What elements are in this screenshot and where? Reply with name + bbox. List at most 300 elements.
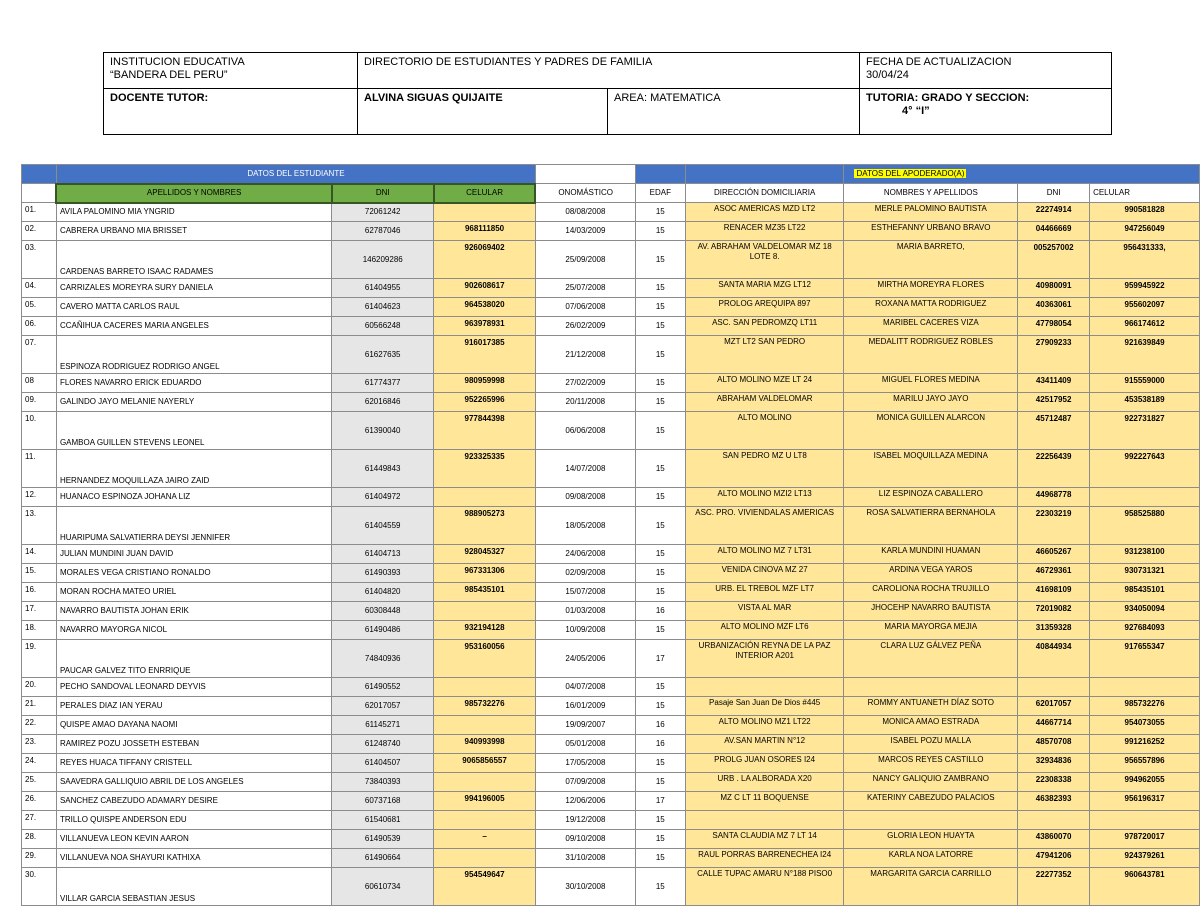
address-cell: ALTO MOLINO MZE LT 24 xyxy=(685,374,844,393)
cel-cell: 953160056 xyxy=(434,640,536,678)
num-cell: 28. xyxy=(22,830,57,849)
guardian-cel-cell: 927684093 xyxy=(1090,621,1200,640)
cel-cell xyxy=(434,488,536,507)
dni-cell: 62017057 xyxy=(332,697,434,716)
table-row xyxy=(22,203,1200,222)
name-cell: FLORES NAVARRO ERICK EDUARDO xyxy=(56,374,331,393)
guardian-name-cell: KARLA NOA LATORRE xyxy=(844,849,1018,868)
date-cell: 02/09/2008 xyxy=(535,564,635,583)
guardian-name-cell: MARCOS REYES CASTILLO xyxy=(844,754,1018,773)
edad-cell: 15 xyxy=(635,393,685,412)
table-row xyxy=(22,241,1200,279)
edad-cell: 15 xyxy=(635,412,685,450)
edad-cell: 15 xyxy=(635,754,685,773)
col-dni-header: DNI xyxy=(332,184,434,203)
guardian-cel-cell: 915559000 xyxy=(1090,374,1200,393)
cel-cell xyxy=(434,811,536,830)
date-cell: 06/06/2008 xyxy=(535,412,635,450)
guardian-name-cell: MIGUEL FLORES MEDINA xyxy=(844,374,1018,393)
num-cell: 25. xyxy=(22,773,57,792)
date-cell: 05/01/2008 xyxy=(535,735,635,754)
table-row xyxy=(22,773,1200,792)
guardian-name-cell: MARILU JAYO JAYO xyxy=(844,393,1018,412)
date-cell: 07/09/2008 xyxy=(535,773,635,792)
guardian-name-cell: ROMMY ANTUANETH DÍAZ SOTO xyxy=(844,697,1018,716)
guardian-cel-cell: 994962055 xyxy=(1090,773,1200,792)
guardian-dni-cell: 31359328 xyxy=(1018,621,1090,640)
col-gcel-header: CELULAR xyxy=(1090,184,1200,203)
guardian-name-cell: ISABEL MOQUILLAZA MEDINA xyxy=(844,450,1018,488)
table-row xyxy=(22,583,1200,602)
cel-cell: 9065856557 xyxy=(434,754,536,773)
date-cell: 15/07/2008 xyxy=(535,583,635,602)
cel-cell: 954549647 xyxy=(434,868,536,906)
guardian-dni-cell: 40980091 xyxy=(1018,279,1090,298)
directory-title xyxy=(358,53,860,89)
dni-cell: 61145271 xyxy=(332,716,434,735)
guardian-cel-cell: 978720017 xyxy=(1090,830,1200,849)
name-cell: NAVARRO MAYORGA NICOL xyxy=(56,621,331,640)
address-cell: RENACER MZ35 LT22 xyxy=(685,222,844,241)
dni-cell: 62787046 xyxy=(332,222,434,241)
tutoria-label: TUTORIA: GRADO Y SECCION: xyxy=(866,92,1030,104)
date-cell: 12/06/2006 xyxy=(535,792,635,811)
update-cell xyxy=(860,53,1112,89)
guardian-cel-cell xyxy=(1090,811,1200,830)
corner-cell xyxy=(22,165,57,184)
dni-cell: 62016846 xyxy=(332,393,434,412)
edad-cell: 15 xyxy=(635,678,685,697)
cel-cell: 952265996 xyxy=(434,393,536,412)
date-cell: 04/07/2008 xyxy=(535,678,635,697)
name-cell: VILLAR GARCIA SEBASTIAN JESUS xyxy=(56,868,331,906)
student-group-header: DATOS DEL ESTUDIANTE xyxy=(56,165,535,184)
table-row xyxy=(22,564,1200,583)
date-cell: 14/07/2008 xyxy=(535,450,635,488)
dni-cell: 60566248 xyxy=(332,317,434,336)
guardian-name-cell: MERLE PALOMINO BAUTISTA xyxy=(844,203,1018,222)
tutoria-value: 4° “I” xyxy=(902,105,930,117)
edad-cell: 17 xyxy=(635,640,685,678)
date-cell: 09/10/2008 xyxy=(535,830,635,849)
guardian-cel-cell: 955602097 xyxy=(1090,298,1200,317)
address-cell: ALTO MOLINO xyxy=(685,412,844,450)
date-cell: 25/07/2008 xyxy=(535,279,635,298)
guardian-dni-cell: 27909233 xyxy=(1018,336,1090,374)
guardian-cel-cell: 922731827 xyxy=(1090,412,1200,450)
table-row xyxy=(22,716,1200,735)
institution-line2: “BANDERA DEL PERU” xyxy=(110,69,228,81)
num-cell: 07. xyxy=(22,336,57,374)
cel-cell: 916017385 xyxy=(434,336,536,374)
students-table xyxy=(21,164,1200,906)
name-cell: ESPINOZA RODRIGUEZ RODRIGO ANGEL xyxy=(56,336,331,374)
guardian-dni-cell: 43860070 xyxy=(1018,830,1090,849)
address-cell: SAN PEDRO MZ U LT8 xyxy=(685,450,844,488)
table-row xyxy=(22,545,1200,564)
name-cell: PERALES DIAZ IAN YERAU xyxy=(56,697,331,716)
guardian-dni-cell: 47798054 xyxy=(1018,317,1090,336)
guardian-name-cell: MONICA GUILLEN ALARCON xyxy=(844,412,1018,450)
edad-cell: 15 xyxy=(635,336,685,374)
guardian-cel-cell: 921639849 xyxy=(1090,336,1200,374)
cel-cell: 977844398 xyxy=(434,412,536,450)
name-cell: HUANACO ESPINOZA JOHANA LIZ xyxy=(56,488,331,507)
name-cell: VILLANUEVA NOA SHAYURI KATHIXA xyxy=(56,849,331,868)
guardian-dni-cell: 43411409 xyxy=(1018,374,1090,393)
guardian-cel-cell: 453538189 xyxy=(1090,393,1200,412)
name-cell: HUARIPUMA SALVATIERRA DEYSI JENNIFER xyxy=(56,507,331,545)
edad-cell: 15 xyxy=(635,317,685,336)
cel-cell: 928045327 xyxy=(434,545,536,564)
dni-cell: 61774377 xyxy=(332,374,434,393)
num-cell: 06. xyxy=(22,317,57,336)
name-cell: CCAÑIHUA CACERES MARIA ANGELES xyxy=(56,317,331,336)
address-cell: PROLOG AREQUIPA 897 xyxy=(685,298,844,317)
address-cell: ALTO MOLINO MZF LT6 xyxy=(685,621,844,640)
dni-cell: 61404972 xyxy=(332,488,434,507)
num-cell: 20. xyxy=(22,678,57,697)
col-gdni-header: DNI xyxy=(1018,184,1090,203)
guardian-cel-cell: 924379261 xyxy=(1090,849,1200,868)
guardian-cel-cell: 985732276 xyxy=(1090,697,1200,716)
guardian-name-cell: ROSA SALVATIERRA BERNAHOLA xyxy=(844,507,1018,545)
date-cell: 07/06/2008 xyxy=(535,298,635,317)
address-cell: ALTO MOLINO MZ 7 LT31 xyxy=(685,545,844,564)
num-cell: 11. xyxy=(22,450,57,488)
dni-cell: 61404820 xyxy=(332,583,434,602)
guardian-dni-cell: 22303219 xyxy=(1018,507,1090,545)
edad-cell: 15 xyxy=(635,241,685,279)
guardian-dni-cell: 72019082 xyxy=(1018,602,1090,621)
name-cell: PAUCAR GALVEZ TITO ENRRIQUE xyxy=(56,640,331,678)
date-cell: 18/05/2008 xyxy=(535,507,635,545)
cel-cell: – xyxy=(434,830,536,849)
table-row xyxy=(22,811,1200,830)
num-cell: 02. xyxy=(22,222,57,241)
num-cell: 13. xyxy=(22,507,57,545)
dni-cell: 74840936 xyxy=(332,640,434,678)
edad-cell: 15 xyxy=(635,773,685,792)
guardian-name-cell: ARDINA VEGA YAROS xyxy=(844,564,1018,583)
num-cell: 03. xyxy=(22,241,57,279)
guardian-cel-cell xyxy=(1090,678,1200,697)
address-cell: ALTO MOLINO MZ1 LT22 xyxy=(685,716,844,735)
address-cell: ALTO MOLINO MZI2 LT13 xyxy=(685,488,844,507)
name-cell: GAMBOA GUILLEN STEVENS LEONEL xyxy=(56,412,331,450)
dni-cell: 73840393 xyxy=(332,773,434,792)
address-cell: AV.SAN MARTIN N°12 xyxy=(685,735,844,754)
cel-cell: 967331306 xyxy=(434,564,536,583)
address-cell: Pasaje San Juan De Dios #445 xyxy=(685,697,844,716)
edad-cell: 17 xyxy=(635,792,685,811)
guardian-dni-cell: 41698109 xyxy=(1018,583,1090,602)
cel-cell: 968111850 xyxy=(434,222,536,241)
guardian-name-cell: MEDALITT RODRIGUEZ ROBLES xyxy=(844,336,1018,374)
dni-cell: 61490486 xyxy=(332,621,434,640)
name-cell: MORAN ROCHA MATEO URIEL xyxy=(56,583,331,602)
date-cell: 24/06/2008 xyxy=(535,545,635,564)
guardian-name-cell: MARIBEL CACERES VIZA xyxy=(844,317,1018,336)
guardian-dni-cell: 40844934 xyxy=(1018,640,1090,678)
edad-cell: 16 xyxy=(635,602,685,621)
edad-cell: 15 xyxy=(635,507,685,545)
table-row xyxy=(22,317,1200,336)
num-cell: 27. xyxy=(22,811,57,830)
table-row xyxy=(22,222,1200,241)
cel-cell: 902608617 xyxy=(434,279,536,298)
date-cell: 30/10/2008 xyxy=(535,868,635,906)
address-cell: URB. EL TREBOL MZF LT7 xyxy=(685,583,844,602)
dni-cell: 60737168 xyxy=(332,792,434,811)
name-cell: REYES HUACA TIFFANY CRISTELL xyxy=(56,754,331,773)
guardian-cel-cell: 991216252 xyxy=(1090,735,1200,754)
guardian-dni-cell: 40363061 xyxy=(1018,298,1090,317)
guardian-dni-cell: 42517952 xyxy=(1018,393,1090,412)
name-cell: HERNANDEZ MOQUILLAZA JAIRO ZAID xyxy=(56,450,331,488)
guardian-name-cell: MARIA MAYORGA MEJIA xyxy=(844,621,1018,640)
edad-cell: 15 xyxy=(635,621,685,640)
dni-cell: 60610734 xyxy=(332,868,434,906)
edad-cell: 16 xyxy=(635,716,685,735)
guardian-dni-cell: 22274914 xyxy=(1018,203,1090,222)
num-cell: 24. xyxy=(22,754,57,773)
guardian-name-cell: MARGARITA GARCIA CARRILLO xyxy=(844,868,1018,906)
table-row xyxy=(22,374,1200,393)
table-row xyxy=(22,697,1200,716)
table-row xyxy=(22,754,1200,773)
table-row xyxy=(22,735,1200,754)
table-row xyxy=(22,792,1200,811)
guardian-name-cell: MONICA AMAO ESTRADA xyxy=(844,716,1018,735)
address-cell xyxy=(685,678,844,697)
guardian-dni-cell: 45712487 xyxy=(1018,412,1090,450)
guardian-name-cell: KARLA MUNDINI HUAMAN xyxy=(844,545,1018,564)
num-cell: 01. xyxy=(22,203,57,222)
name-cell: AVILA PALOMINO MIA YNGRID xyxy=(56,203,331,222)
guardian-dni-cell: 44968778 xyxy=(1018,488,1090,507)
num-cell: 05. xyxy=(22,298,57,317)
guardian-name-cell: KATERINY CABEZUDO PALACIOS xyxy=(844,792,1018,811)
edad-cell: 15 xyxy=(635,830,685,849)
cel-cell: 988905273 xyxy=(434,507,536,545)
num-cell: 21. xyxy=(22,697,57,716)
cel-cell: 985435101 xyxy=(434,583,536,602)
dni-cell: 61404713 xyxy=(332,545,434,564)
table-row xyxy=(22,412,1200,450)
address-cell: CALLE TUPAC AMARU N°188 PISO0 xyxy=(685,868,844,906)
name-cell: PECHO SANDOVAL LEONARD DEYVIS xyxy=(56,678,331,697)
guardian-cel-cell: 985435101 xyxy=(1090,583,1200,602)
num-cell: 18. xyxy=(22,621,57,640)
tutor-label: DOCENTE TUTOR: xyxy=(104,89,358,135)
edad-cell: 15 xyxy=(635,374,685,393)
guardian-name-cell: ESTHEFANNY URBANO BRAVO xyxy=(844,222,1018,241)
table-row xyxy=(22,336,1200,374)
dni-cell: 61627635 xyxy=(332,336,434,374)
guardian-cel-cell: 947256049 xyxy=(1090,222,1200,241)
address-cell: PROLG JUAN OSORES I24 xyxy=(685,754,844,773)
date-cell: 09/08/2008 xyxy=(535,488,635,507)
guardian-name-cell: ROXANA MATTA RODRIGUEZ xyxy=(844,298,1018,317)
date-cell: 14/03/2009 xyxy=(535,222,635,241)
name-cell: NAVARRO BAUTISTA JOHAN ERIK xyxy=(56,602,331,621)
col-cel-header: CELULAR xyxy=(434,184,536,203)
edad-cell: 15 xyxy=(635,583,685,602)
table-row xyxy=(22,640,1200,678)
date-cell: 27/02/2009 xyxy=(535,374,635,393)
num-cell: 30. xyxy=(22,868,57,906)
dni-cell: 61404559 xyxy=(332,507,434,545)
col-date-header: ONOMÁSTICO xyxy=(535,184,635,203)
cel-cell: 994196005 xyxy=(434,792,536,811)
name-cell: JULIAN MUNDINI JUAN DAVID xyxy=(56,545,331,564)
edad-cell: 15 xyxy=(635,564,685,583)
dni-cell: 72061242 xyxy=(332,203,434,222)
name-cell: SAAVEDRA GALLIQUIO ABRIL DE LOS ANGELES xyxy=(56,773,331,792)
name-cell: TRILLO QUISPE ANDERSON EDU xyxy=(56,811,331,830)
name-cell: MORALES VEGA CRISTIANO RONALDO xyxy=(56,564,331,583)
name-cell: RAMIREZ POZU JOSSETH ESTEBAN xyxy=(56,735,331,754)
empty-header-cell xyxy=(535,165,635,184)
cel-cell xyxy=(434,849,536,868)
date-cell: 17/05/2008 xyxy=(535,754,635,773)
guardian-dni-cell: 22308338 xyxy=(1018,773,1090,792)
guardian-name-cell: ISABEL POZU MALLA xyxy=(844,735,1018,754)
guardian-name-cell xyxy=(844,811,1018,830)
name-cell: GALINDO JAYO MELANIE NAYERLY xyxy=(56,393,331,412)
edad-cell: 15 xyxy=(635,222,685,241)
edad-cell: 15 xyxy=(635,279,685,298)
institution-cell xyxy=(104,53,358,89)
guardian-cel-cell xyxy=(1090,488,1200,507)
guardian-name-cell: MARIA BARRETO, xyxy=(844,241,1018,279)
num-cell: 16. xyxy=(22,583,57,602)
name-cell: CABRERA URBANO MIA BRISSET xyxy=(56,222,331,241)
num-cell: 10. xyxy=(22,412,57,450)
guardian-dni-cell: 48570708 xyxy=(1018,735,1090,754)
header-table xyxy=(103,52,1112,135)
name-cell: SANCHEZ CABEZUDO ADAMARY DESIRE xyxy=(56,792,331,811)
date-cell: 31/10/2008 xyxy=(535,849,635,868)
guardian-cel-cell: 992227643 xyxy=(1090,450,1200,488)
guardian-cel-cell: 934050094 xyxy=(1090,602,1200,621)
date-cell: 25/09/2008 xyxy=(535,241,635,279)
edad-cell: 15 xyxy=(635,811,685,830)
num-cell: 26. xyxy=(22,792,57,811)
edad-cell: 16 xyxy=(635,735,685,754)
guardian-dni-cell: 005257002 xyxy=(1018,241,1090,279)
address-cell: SANTA CLAUDIA MZ 7 LT 14 xyxy=(685,830,844,849)
table-row xyxy=(22,393,1200,412)
date-cell: 21/12/2008 xyxy=(535,336,635,374)
col-name-header: APELLIDOS Y NOMBRES xyxy=(56,184,331,203)
num-cell: 09. xyxy=(22,393,57,412)
table-row xyxy=(22,279,1200,298)
guardian-name-cell: CLARA LUZ GÁLVEZ PEÑA xyxy=(844,640,1018,678)
guardian-cel-cell: 954073055 xyxy=(1090,716,1200,735)
cel-cell: 980959998 xyxy=(434,374,536,393)
date-cell: 01/03/2008 xyxy=(535,602,635,621)
dni-cell: 61490552 xyxy=(332,678,434,697)
guardian-name-cell xyxy=(844,678,1018,697)
edad-cell: 15 xyxy=(635,868,685,906)
guardian-name-cell: LIZ ESPINOZA CABALLERO xyxy=(844,488,1018,507)
dni-cell: 61449843 xyxy=(332,450,434,488)
date-cell: 10/09/2008 xyxy=(535,621,635,640)
cel-cell xyxy=(434,602,536,621)
guardian-cel-cell: 960643781 xyxy=(1090,868,1200,906)
edad-cell: 15 xyxy=(635,849,685,868)
guardian-cel-cell: 956557896 xyxy=(1090,754,1200,773)
cel-cell: 940993998 xyxy=(434,735,536,754)
dni-cell: 61490393 xyxy=(332,564,434,583)
guardian-dni-cell: 46729361 xyxy=(1018,564,1090,583)
col-edad-header: EDAF xyxy=(635,184,685,203)
institution-line1: INSTITUCION EDUCATIVA xyxy=(110,56,245,68)
address-cell: MZT LT2 SAN PEDRO xyxy=(685,336,844,374)
num-cell: 08 xyxy=(22,374,57,393)
date-cell: 19/09/2007 xyxy=(535,716,635,735)
address-cell: VISTA AL MAR xyxy=(685,602,844,621)
table-row xyxy=(22,450,1200,488)
address-cell: SANTA MARIA MZG LT12 xyxy=(685,279,844,298)
guardian-cel-cell: 930731321 xyxy=(1090,564,1200,583)
guardian-group-label: DATOS DEL APODERADO(A) xyxy=(856,169,965,178)
dni-cell: 146209286 xyxy=(332,241,434,279)
address-cell: MZ C LT 11 BOQUENSE xyxy=(685,792,844,811)
dni-cell: 61404623 xyxy=(332,298,434,317)
guardian-dni-cell: 22256439 xyxy=(1018,450,1090,488)
guardian-cel-cell: 966174612 xyxy=(1090,317,1200,336)
guardian-dni-cell: 44667714 xyxy=(1018,716,1090,735)
guardian-dni-cell: 04466669 xyxy=(1018,222,1090,241)
update-date: 30/04/24 xyxy=(866,69,909,81)
empty-blue-cell xyxy=(635,165,685,184)
guardian-name-cell: JHOCEHP NAVARRO BAUTISTA xyxy=(844,602,1018,621)
num-cell: 14. xyxy=(22,545,57,564)
cel-cell: 963978931 xyxy=(434,317,536,336)
table-row xyxy=(22,849,1200,868)
dni-cell: 61404955 xyxy=(332,279,434,298)
edad-cell: 15 xyxy=(635,203,685,222)
num-cell: 17. xyxy=(22,602,57,621)
table-row xyxy=(22,678,1200,697)
dni-cell: 61490664 xyxy=(332,849,434,868)
guardian-cel-cell: 956431333, xyxy=(1090,241,1200,279)
num-cell: 23. xyxy=(22,735,57,754)
num-header xyxy=(22,184,57,203)
date-cell: 20/11/2008 xyxy=(535,393,635,412)
table-row xyxy=(22,868,1200,906)
date-cell: 19/12/2008 xyxy=(535,811,635,830)
table-row xyxy=(22,298,1200,317)
edad-cell: 15 xyxy=(635,697,685,716)
name-cell: CARRIZALES MOREYRA SURY DANIELA xyxy=(56,279,331,298)
guardian-dni-cell: 62017057 xyxy=(1018,697,1090,716)
address-cell: RAUL PORRAS BARRENECHEA I24 xyxy=(685,849,844,868)
date-cell: 16/01/2009 xyxy=(535,697,635,716)
cel-cell xyxy=(434,678,536,697)
area-label: AREA: MATEMATICA xyxy=(608,89,860,135)
col-addr-header: DIRECCIÓN DOMICILIARIA xyxy=(685,184,844,203)
guardian-cel-cell: 917655347 xyxy=(1090,640,1200,678)
name-cell: VILLANUEVA LEON KEVIN AARON xyxy=(56,830,331,849)
cel-cell: 923325335 xyxy=(434,450,536,488)
table-row xyxy=(22,621,1200,640)
table-row xyxy=(22,830,1200,849)
dni-cell: 61404507 xyxy=(332,754,434,773)
